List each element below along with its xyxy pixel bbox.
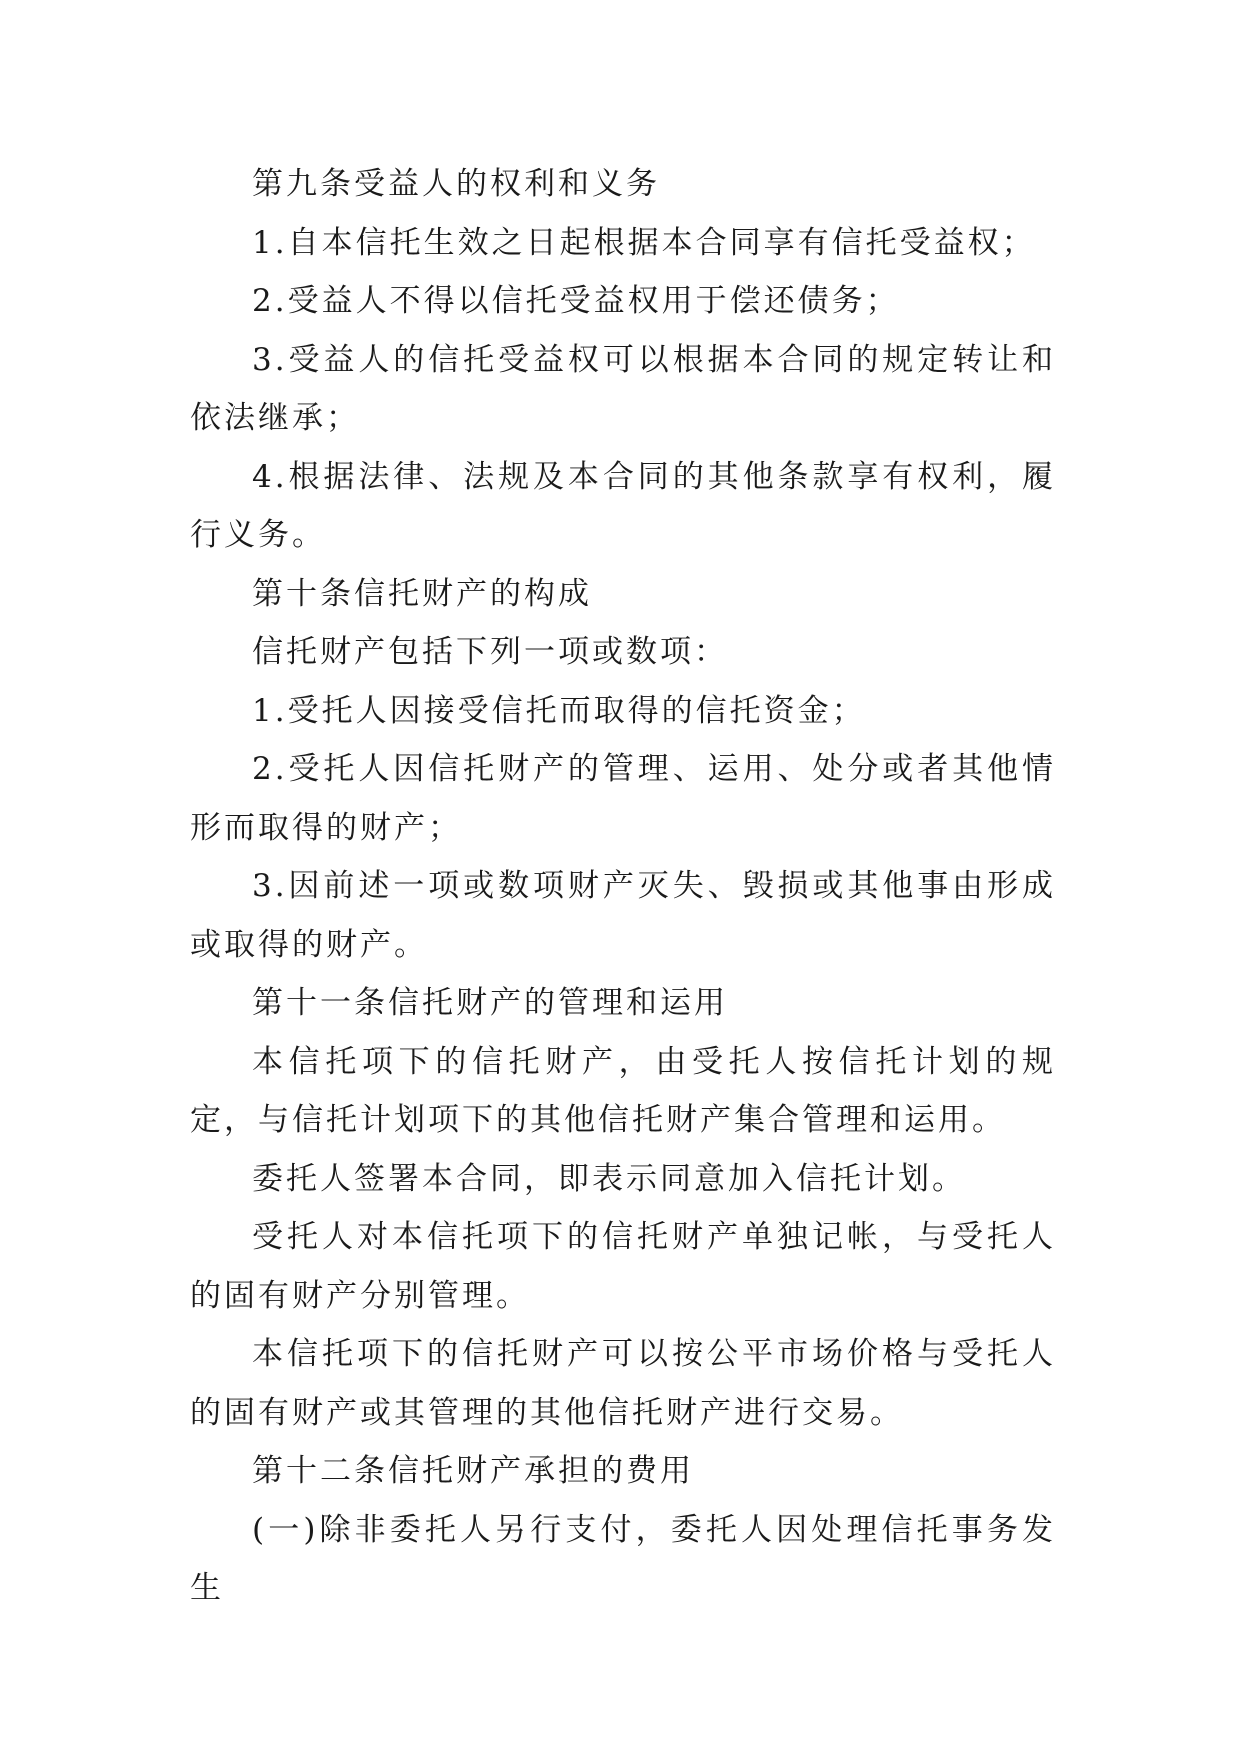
- article-9-item-4: 4.根据法律、法规及本合同的其他条款享有权利，履行义务。: [190, 458, 1056, 553]
- article-10-intro: 信托财产包括下列一项或数项：: [252, 634, 728, 670]
- article-12-heading: 第十二条信托财产承担的费用: [252, 1453, 694, 1489]
- article-11-para-3: 受托人对本信托项下的信托财产单独记帐，与受托人的固有财产分别管理。: [190, 1219, 1056, 1314]
- article-11-para-1: 本信托项下的信托财产，由受托人按信托计划的规定，与信托计划项下的其他信托财产集合管理和运用。: [190, 1043, 1056, 1138]
- article-9-item-1: 1.自本信托生效之日起根据本合同享有信托受益权；: [252, 224, 1036, 261]
- article-11-para-4: 本信托项下的信托财产可以按公平市场价格与受托人的固有财产或其管理的其他信托财产进行交易。: [190, 1336, 1056, 1431]
- article-10-item-3: 3.因前述一项或数项财产灭失、毁损或其他事由形成或取得的财产。: [190, 868, 1056, 963]
- document-page: [190, 155, 1056, 1618]
- article-10-item-1: 1.受托人因接受信托而取得的信托资金；: [252, 692, 866, 729]
- article-9-item-3: 3.受益人的信托受益权可以根据本合同的规定转让和依法继承；: [190, 341, 1056, 436]
- article-11-para-2: 委托人签署本合同，即表示同意加入信托计划。: [252, 1160, 966, 1197]
- article-9-item-2: 2.受益人不得以信托受益权用于偿还债务；: [252, 283, 900, 319]
- article-9-heading: 第九条受益人的权利和义务: [252, 166, 660, 202]
- article-12-item-1: (一)除非委托人另行支付，委托人因处理信托事务发生: [190, 1511, 1056, 1606]
- article-10-heading: 第十条信托财产的构成: [252, 575, 592, 612]
- article-11-heading: 第十一条信托财产的管理和运用: [252, 985, 728, 1021]
- article-10-item-2: 2.受托人因信托财产的管理、运用、处分或者其他情形而取得的财产；: [190, 751, 1056, 846]
